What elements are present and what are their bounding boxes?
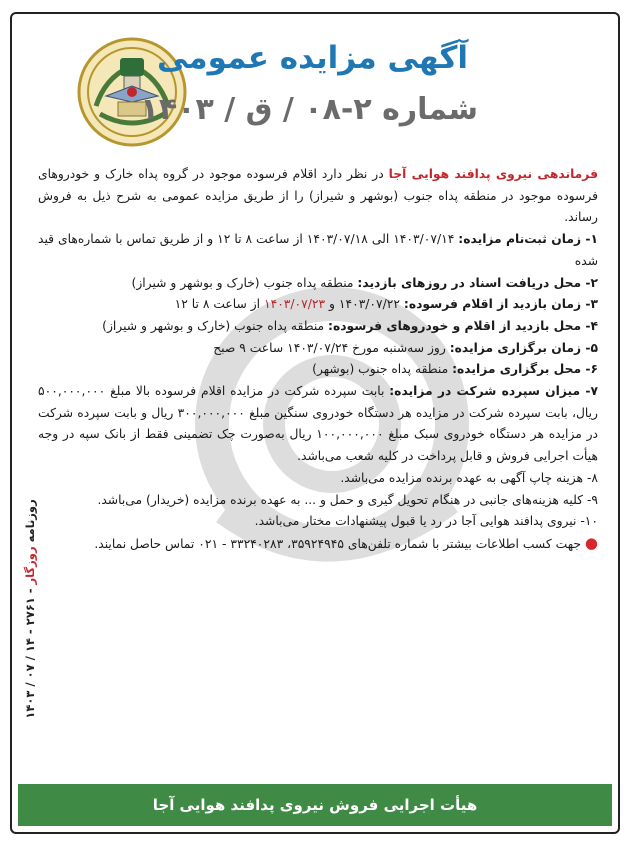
contact-paragraph — [38, 533, 598, 556]
list-item — [38, 338, 598, 360]
list-item — [38, 316, 598, 338]
item-text: ۱۴۰۳/۰۷/۱۴ الی ۱۴۰۳/۰۷/۱۸ از ساعت ۸ تا ۱۲ و از طریق تماس با شماره‌های قید شده — [38, 232, 598, 268]
item-label: ۶- محل برگزاری مزایده: — [452, 362, 598, 377]
item-label: ۴- محل بازدید از اقلام و خودروهای فرسوده: — [328, 318, 598, 333]
item-highlighted-date: ۱۴۰۳/۰۷/۲۳ — [263, 297, 326, 312]
item-text: ۱۰- نیروی پدافند هوایی آجا در رد یا قبول پیشنهادات مختار می‌باشد. — [254, 514, 598, 529]
item-text: از ساعت ۸ تا ۱۲ — [174, 297, 264, 312]
footer-banner — [18, 784, 612, 826]
newspaper-side-label — [20, 484, 40, 734]
list-item — [38, 294, 598, 316]
bullet-icon: ● — [584, 533, 598, 552]
organization-name: فرماندهی نیروی پدافند هوایی آجا — [388, 167, 598, 181]
list-item — [38, 273, 598, 295]
item-text: بابت سپرده شرکت در مزایده اقلام فرسوده بالا مبلغ ۵۰۰,۰۰۰,۰۰۰ ریال، بابت سپرده شرکت در مزایده هر دستگاه خودروی سنگین مبلغ ۳۰۰,۰۰۰,۰۰۰ ریال و بابت سپرده شرکت در مزایده هر دستگاه خودروی سبک مبلغ ۱۰۰,۰۰۰,۰۰۰ ریال به‌صورت چک تضمینی فقط از بانک سپه در وجه هیأت اجرایی فروش و قابل پرداخت در کلیه شعب می‌باشد. — [38, 384, 598, 464]
side-label-prefix: روزنامه — [23, 499, 37, 547]
ad-frame — [10, 12, 620, 834]
footer-text: هیأت اجرایی فروش نیروی پدافند هوایی آجا — [152, 796, 478, 814]
item-label: ۱- زمان ثبت‌نام مزایده: — [458, 232, 598, 247]
list-item — [38, 490, 598, 512]
ad-title: آگهی مزایده عمومی — [157, 40, 468, 76]
intro-paragraph — [38, 164, 598, 229]
list-item — [38, 511, 598, 533]
ad-body — [38, 164, 598, 556]
newspaper-brand: روزگار — [23, 546, 37, 585]
item-label: ۲- محل دریافت اسناد در روزهای بازدید: — [357, 275, 598, 290]
item-text: منطقه پداه جنوب (بوشهر) — [312, 362, 453, 377]
list-item — [38, 359, 598, 381]
item-text: منطقه پداه جنوب (خارک و بوشهر و شیراز) — [102, 318, 329, 333]
item-text: ۹- کلیه هزینه‌های جانبی در هنگام تحویل گیری و حمل و ... به عهده برنده مزایده (خریدار) می‌باشد. — [97, 492, 598, 507]
list-item — [38, 381, 598, 468]
list-item — [38, 468, 598, 490]
item-label: ۷- میزان سپرده شرکت در مزایده: — [389, 384, 598, 399]
contact-text: جهت کسب اطلاعات بیشتر با شماره تلفن‌های ۳۵۹۲۴۹۴۵، ۳۳۲۴۰۲۸۳ - ۰۲۱ تماس حاصل نمایند. — [94, 536, 585, 551]
item-label: ۵- زمان برگزاری مزایده: — [449, 340, 598, 355]
list-item — [38, 229, 598, 272]
item-label: ۳- زمان بازدید از اقلام فرسوده: — [403, 297, 598, 312]
item-text: منطقه پداه جنوب (خارک و بوشهر و شیراز) — [131, 275, 358, 290]
item-text: ۱۴۰۳/۰۷/۲۲ و — [325, 297, 404, 312]
auction-number: شماره ۲-۰۸ / ق / ۱۴۰۳ — [140, 92, 478, 127]
item-text: روز سه‌شنبه مورخ ۱۴۰۳/۰۷/۲۴ ساعت ۹ صبح — [213, 340, 450, 355]
item-text: ۸- هزینه چاپ آگهی به عهده برنده مزایده می‌باشد. — [340, 470, 598, 485]
side-label-issue: - ۲۷۶۱ - ۱۴ / ۰۷ / ۱۴۰۳ — [23, 584, 37, 719]
intro-text: در نظر دارد اقلام فرسوده موجود در گروه پداه خارک و خودروهای فرسوده موجود در منطقه پداه جنوب (بوشهر و شیراز) را از طریق مزایده عمومی به شرح ذیل به فروش رساند. — [38, 167, 598, 225]
